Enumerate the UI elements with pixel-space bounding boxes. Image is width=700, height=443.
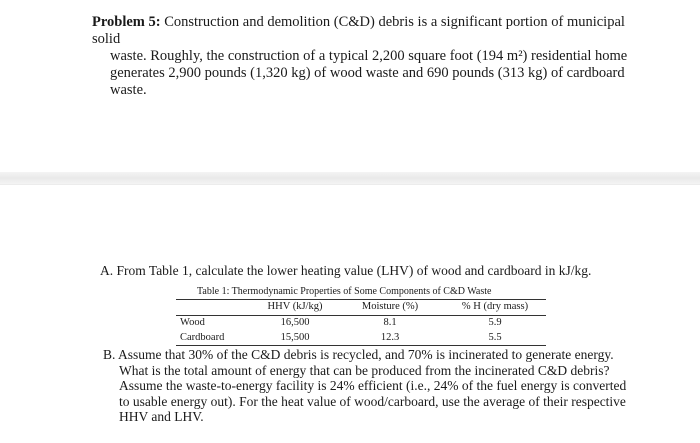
table-header-moisture: Moisture (%) [361,301,419,312]
table-row-wood-hhv: 16,500 [280,317,310,328]
table-row-cardboard-moisture: 12.3 [380,332,400,343]
part-b-line-4: to usable energy out). For the heat value of wood/carboard, use the average of their respective [119,393,626,409]
problem-line-4: waste. [110,82,147,98]
table-header-hydrogen: % H (dry mass) [461,301,529,312]
part-b-line-5: HHV and LHV. [119,409,204,425]
table-row-cardboard-hhv: 15,500 [280,332,310,343]
part-b-line-2: What is the total amount of energy that can be produced from the incinerated C&D debris? [119,362,610,378]
section-divider [0,172,700,184]
table-caption: Table 1: Thermodynamic Properties of Some Components of C&D Waste [197,286,492,297]
table-top-rule [176,299,546,300]
table-row-cardboard-label: Cardboard [180,332,225,343]
part-b-line-3: Assume the waste-to-energy facility is 24% efficient (i.e., 24% of the fuel energy is converted [119,378,627,394]
problem-label: Problem 5: [92,14,161,30]
table-row-wood-moisture: 8.1 [383,317,397,328]
part-b-line-1: B. Assume that 30% of the C&D debris is recycled, and 70% is incinerated to generate energy. [103,347,614,362]
table-bottom-rule [176,345,546,346]
table-row-wood-hydrogen: 5.9 [488,317,502,328]
part-a-question: A. From Table 1, calculate the lower heating value (LHV) of wood and cardboard in kJ/kg. [100,263,592,278]
table-row-cardboard-hydrogen: 5.5 [488,332,502,343]
table-header-hhv: HHV (kJ/kg) [267,301,323,312]
section-divider-line [0,184,700,185]
part-b-question [103,347,643,425]
problem-statement [92,14,652,99]
table-row-wood-label: Wood [180,317,205,328]
problem-line-3: generates 2,900 pounds (1,320 kg) of wood waste and 690 pounds (313 kg) of cardboard [110,65,625,81]
problem-line-1: Construction and demolition (C&D) debris is a significant portion of municipal solid [92,14,625,47]
table-header-rule [176,315,546,316]
problem-line-2: waste. Roughly, the construction of a typical 2,200 square foot (194 m²) residential home [110,48,628,64]
